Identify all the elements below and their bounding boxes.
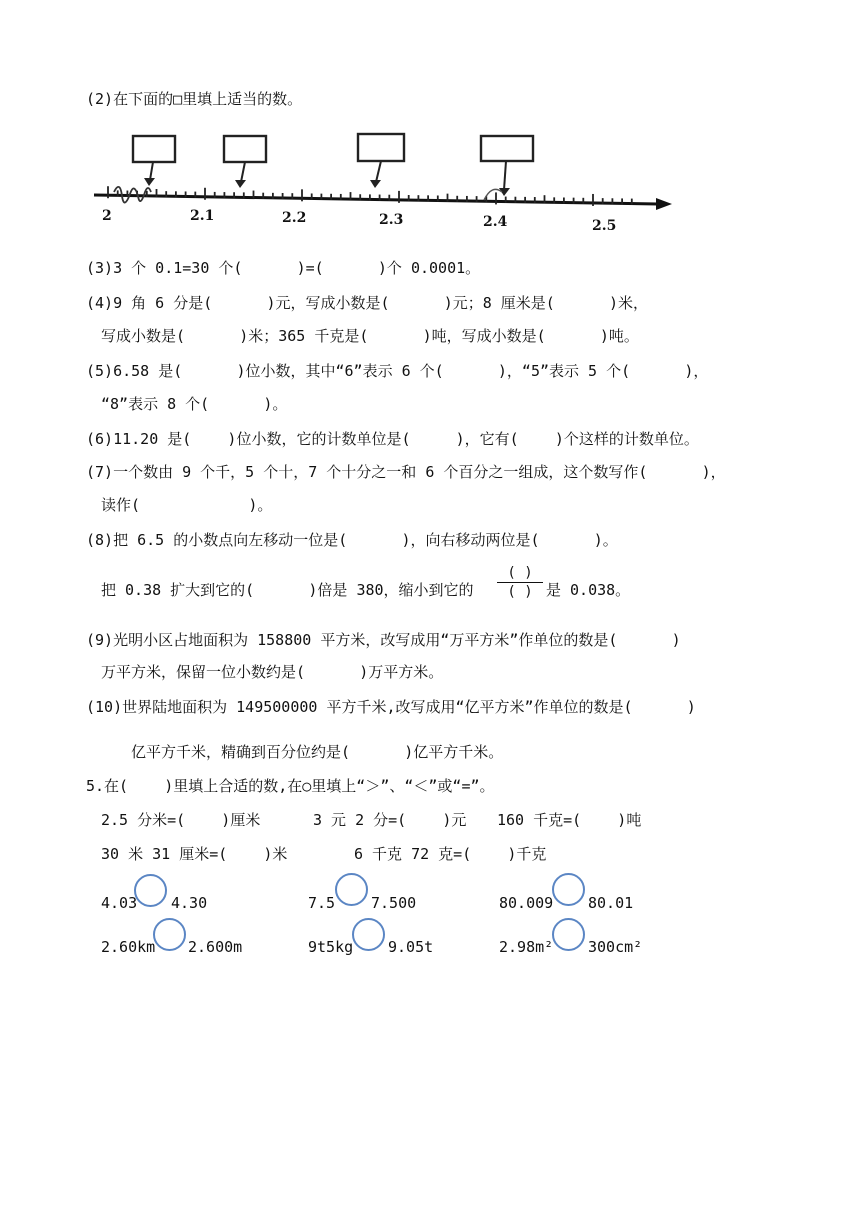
tick-label-2: 2 xyxy=(102,208,112,224)
q6-text: (6)11.20 是( )位小数，它的计数单位是( )，它有( )个这样的计数单位。 xyxy=(86,430,699,448)
number-line-figure xyxy=(88,124,688,244)
compare-circle-5[interactable] xyxy=(352,918,385,951)
q3-text: (3)3 个 0.1=30 个( )=( )个 0.0001。 xyxy=(86,259,481,277)
tick-label-2-5: 2.5 xyxy=(592,218,617,234)
fill-item-3: 160 千克=( )吨 xyxy=(497,811,642,829)
arrow-2 xyxy=(241,162,245,182)
compare-right-4: 2.600m xyxy=(188,938,243,956)
q4-line1: (4)9 角 6 分是( )元，写成小数是( )元；8 厘米是( )米， xyxy=(86,294,649,312)
arrow-head-2 xyxy=(235,180,246,188)
fill-item-5: 6 千克 72 克=( )千克 xyxy=(354,845,547,863)
q2-text: (2)在下面的□里填上适当的数。 xyxy=(86,90,303,108)
q7-line2: 读作( )。 xyxy=(101,496,273,514)
arrow-head-4 xyxy=(499,188,510,196)
q9-line2: 万平方米，保留一位小数约是( )万平方米。 xyxy=(101,663,444,681)
tick-label-2-2: 2.2 xyxy=(282,210,307,226)
compare-left-2: 7.5 xyxy=(308,894,336,912)
answer-box-4 xyxy=(481,136,533,161)
compare-left-3: 80.009 xyxy=(499,894,554,912)
compare-circle-1[interactable] xyxy=(134,874,167,907)
compare-right-5: 9.05t xyxy=(388,938,434,956)
answer-boxes xyxy=(133,134,533,162)
compare-right-3: 80.01 xyxy=(588,894,634,912)
fraction-denominator: ( ) xyxy=(507,584,533,600)
q7-line1: (7)一个数由 9 个千，5 个十，7 个十分之一和 6 个百分之一组成，这个数写作( )， xyxy=(86,463,726,481)
q8-line2-b: 是 0.038。 xyxy=(546,581,631,599)
axis-arrowhead xyxy=(656,198,672,210)
arrow-4 xyxy=(504,161,506,190)
fill-item-4: 30 米 31 厘米=( )米 xyxy=(101,845,288,863)
compare-right-6: 300cm² xyxy=(588,938,643,956)
tick-label-2-3: 2.3 xyxy=(379,212,404,228)
q5-line2: “8”表示 8 个( )。 xyxy=(101,395,288,413)
fill-item-1: 2.5 分米=( )厘米 xyxy=(101,811,261,829)
q8-line2-a: 把 0.38 扩大到它的( )倍是 380，缩小到它的 xyxy=(101,581,474,599)
answer-box-3 xyxy=(358,134,404,161)
compare-left-5: 9t5kg xyxy=(308,938,354,956)
pointer-arrows xyxy=(150,161,506,190)
fraction-bar xyxy=(497,582,543,583)
compare-left-1: 4.03 xyxy=(101,894,138,912)
compare-right-1: 4.30 xyxy=(171,894,208,912)
answer-box-2 xyxy=(224,136,266,162)
q5-line1: (5)6.58 是( )位小数，其中“6”表示 6 个( )，“5”表示 5 个( )， xyxy=(86,362,709,380)
q10-line1: (10)世界陆地面积为 149500000 平方千米,改写成用“亿平方米”作单位的数是( ) xyxy=(86,698,696,716)
arrow-heads xyxy=(144,178,510,196)
arrow-head-1 xyxy=(144,178,155,186)
compare-circle-4[interactable] xyxy=(153,918,186,951)
q8-line1: (8)把 6.5 的小数点向左移动一位是( )，向右移动两位是( )。 xyxy=(86,531,618,549)
compare-right-2: 7.500 xyxy=(371,894,417,912)
q10-line2: 亿平方千米，精确到百分位约是( )亿平方千米。 xyxy=(131,743,504,761)
compare-circle-6[interactable] xyxy=(552,918,585,951)
compare-circle-2[interactable] xyxy=(335,873,368,906)
answer-box-1 xyxy=(133,136,175,162)
arrow-1 xyxy=(150,162,153,180)
arrow-head-3 xyxy=(370,180,381,188)
arrow-3 xyxy=(376,161,381,182)
compare-circle-3[interactable] xyxy=(552,873,585,906)
tick-label-2-1: 2.1 xyxy=(190,208,215,224)
blank-fraction xyxy=(497,565,543,600)
compare-left-6: 2.98m² xyxy=(499,938,554,956)
tick-label-2-4: 2.4 xyxy=(483,214,508,230)
fill-item-2: 3 元 2 分=( )元 xyxy=(313,811,467,829)
compare-left-4: 2.60km xyxy=(101,938,156,956)
section5-title: 5.在( )里填上合适的数,在○里填上“＞”、“＜”或“=”。 xyxy=(86,777,495,795)
fraction-numerator: ( ) xyxy=(507,565,533,581)
q9-line1: (9)光明小区占地面积为 158800 平方米，改写成用“万平方米”作单位的数是( ) xyxy=(86,631,681,649)
q4-line2: 写成小数是( )米；365 千克是( )吨，写成小数是( )吨。 xyxy=(101,327,639,345)
